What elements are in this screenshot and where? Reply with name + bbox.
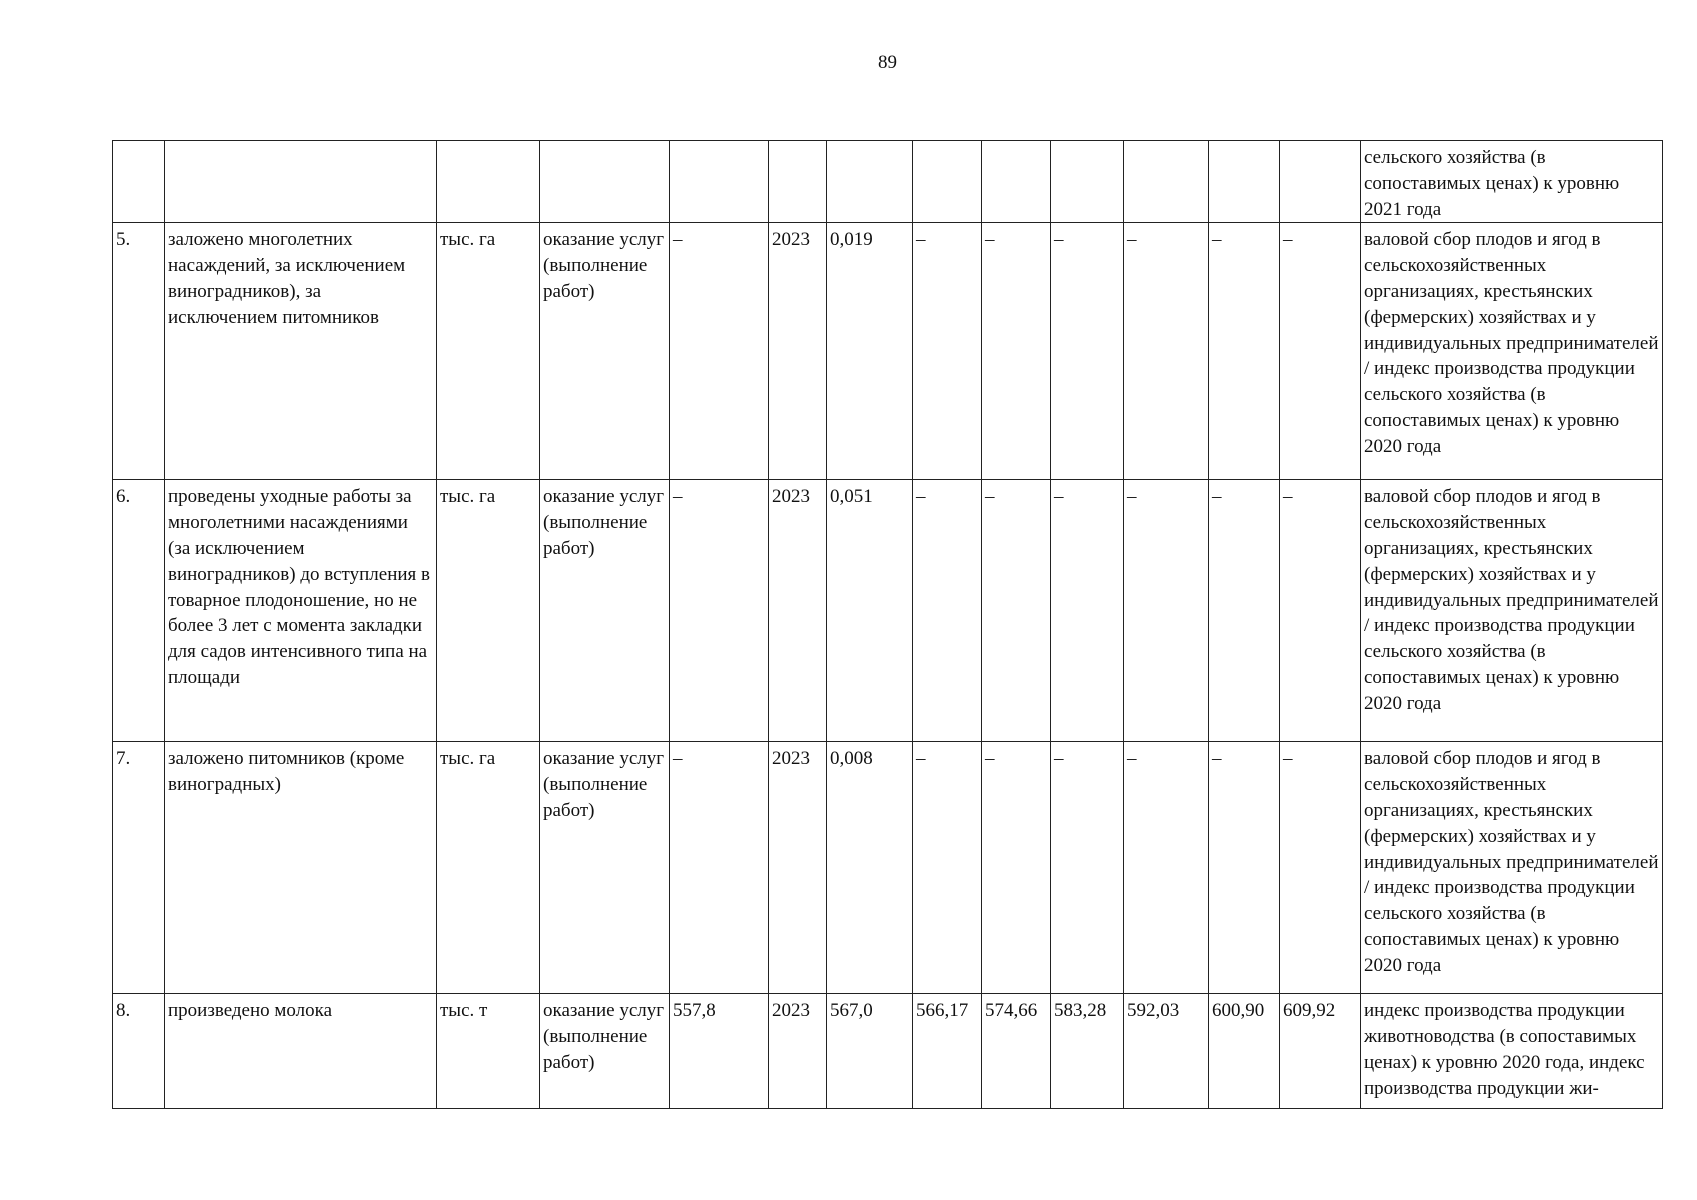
cell-value-6: – [1280, 223, 1361, 480]
cell-value-1: – [913, 480, 982, 742]
cell-base-value: – [670, 742, 769, 994]
cell-description: индекс производства продукции животноводства (в сопоставимых ценах) к уровню 2020 года, индекс производства продукции жи- [1361, 994, 1663, 1109]
cell-name: проведены уходные работы за многолетними насаждениями (за исключением виноградников) до вступления в товарное плодоношение, но не более 3 лет с момента закладки для садов интенсивного типа на площади [165, 480, 437, 742]
table-row [113, 742, 1663, 994]
cell-value-3 [1051, 141, 1124, 223]
table-row [113, 480, 1663, 742]
cell-num: 8. [113, 994, 165, 1109]
cell-value-3: – [1051, 742, 1124, 994]
cell-name [165, 141, 437, 223]
cell-type [540, 141, 670, 223]
cell-base-value [670, 141, 769, 223]
cell-value-5: – [1209, 223, 1280, 480]
cell-value-4: – [1124, 480, 1209, 742]
cell-value-4: – [1124, 742, 1209, 994]
cell-description: сельского хозяйства (в сопоставимых ценах) к уровню 2021 года [1361, 141, 1663, 223]
cell-value-6 [1280, 141, 1361, 223]
cell-value-4: 592,03 [1124, 994, 1209, 1109]
cell-value-3: 583,28 [1051, 994, 1124, 1109]
cell-name: заложено многолетних насаждений, за исключением виноградников), за исключением питомников [165, 223, 437, 480]
cell-type: оказание услуг (выполнение работ) [540, 480, 670, 742]
cell-value-6: 609,92 [1280, 994, 1361, 1109]
cell-name: произведено молока [165, 994, 437, 1109]
indicators-table [112, 140, 1663, 1109]
cell-value-2: 574,66 [982, 994, 1051, 1109]
cell-unit: тыс. га [437, 742, 540, 994]
cell-base-value: – [670, 480, 769, 742]
cell-num: 6. [113, 480, 165, 742]
cell-value-0: 567,0 [827, 994, 913, 1109]
table-row-continuation [113, 141, 1663, 223]
cell-type: оказание услуг (выполнение работ) [540, 742, 670, 994]
cell-value-4: – [1124, 223, 1209, 480]
cell-num: 7. [113, 742, 165, 994]
cell-base-year: 2023 [769, 742, 827, 994]
cell-unit: тыс. га [437, 223, 540, 480]
cell-unit [437, 141, 540, 223]
cell-value-2: – [982, 742, 1051, 994]
cell-value-2 [982, 141, 1051, 223]
cell-value-2: – [982, 223, 1051, 480]
cell-value-6: – [1280, 742, 1361, 994]
table-row [113, 994, 1663, 1109]
cell-base-year [769, 141, 827, 223]
cell-value-0: 0,008 [827, 742, 913, 994]
cell-type: оказание услуг (выполнение работ) [540, 223, 670, 480]
cell-description: валовой сбор плодов и ягод в сельскохозяйственных организациях, крестьянских (фермерских) хозяйствах и у индивидуальных предпринимателей / индекс производства продукции сельского хозяйства (в сопоставимых ценах) к уровню 2020 года [1361, 742, 1663, 994]
cell-name: заложено питомников (кроме виноградных) [165, 742, 437, 994]
cell-unit: тыс. т [437, 994, 540, 1109]
cell-description: валовой сбор плодов и ягод в сельскохозяйственных организациях, крестьянских (фермерских) хозяйствах и у индивидуальных предпринимателей / индекс производства продукции сельского хозяйства (в сопоставимых ценах) к уровню 2020 года [1361, 480, 1663, 742]
cell-value-4 [1124, 141, 1209, 223]
cell-value-3: – [1051, 480, 1124, 742]
cell-value-1: – [913, 742, 982, 994]
cell-base-year: 2023 [769, 480, 827, 742]
cell-value-1 [913, 141, 982, 223]
cell-type: оказание услуг (выполнение работ) [540, 994, 670, 1109]
cell-base-value: – [670, 223, 769, 480]
cell-description: валовой сбор плодов и ягод в сельскохозяйственных организациях, крестьянских (фермерских) хозяйствах и у индивидуальных предпринимателей / индекс производства продукции сельского хозяйства (в сопоставимых ценах) к уровню 2020 года [1361, 223, 1663, 480]
cell-value-3: – [1051, 223, 1124, 480]
cell-unit: тыс. га [437, 480, 540, 742]
cell-base-year: 2023 [769, 223, 827, 480]
cell-value-2: – [982, 480, 1051, 742]
page-number: 89 [878, 52, 897, 73]
cell-value-0 [827, 141, 913, 223]
cell-value-0: 0,019 [827, 223, 913, 480]
cell-value-5 [1209, 141, 1280, 223]
table-row [113, 223, 1663, 480]
cell-base-year: 2023 [769, 994, 827, 1109]
cell-value-0: 0,051 [827, 480, 913, 742]
cell-value-6: – [1280, 480, 1361, 742]
cell-value-5: – [1209, 742, 1280, 994]
cell-num: 5. [113, 223, 165, 480]
cell-value-5: – [1209, 480, 1280, 742]
cell-num [113, 141, 165, 223]
cell-value-5: 600,90 [1209, 994, 1280, 1109]
cell-value-1: 566,17 [913, 994, 982, 1109]
cell-value-1: – [913, 223, 982, 480]
cell-base-value: 557,8 [670, 994, 769, 1109]
